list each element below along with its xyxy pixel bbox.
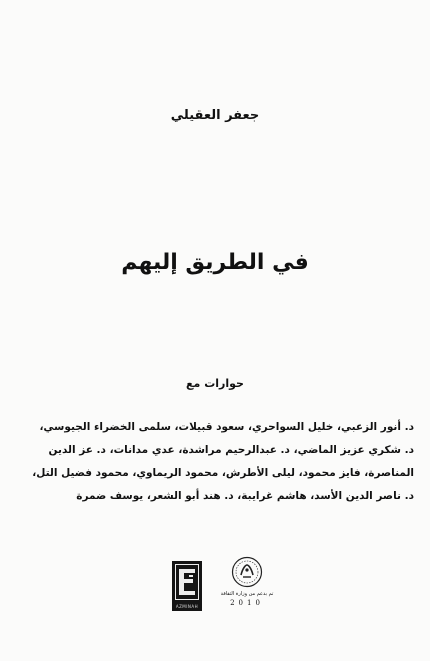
publisher-logo [172,561,202,611]
publication-year: 2010 [230,599,264,607]
publisher-logo-text: AZMINAH [175,604,199,609]
ministry-emblem-icon [231,556,263,588]
book-subtitle: حوارات مع [186,377,244,390]
interviewees-line: د. أنور الزعبي، خليل السواحري، سعود قبيلات، سلمى الخضراء الجيوسي، [39,421,414,433]
interviewees-list [22,416,414,508]
emblem-caption: تم بدعم من وزارة الثقافة [220,591,274,597]
interviewees-line: د. شكري عزيز الماضي، د. عبدالرحيم مراشدة، عدي مدانات، د. عز الدين [48,444,414,456]
book-title: في الطريق إليهم [121,250,309,275]
publisher-glyph-icon [176,565,198,599]
interviewees-line: د. ناصر الدين الأسد، هاشم غرايبة، د. هند أبو الشعر، يوسف ضمرة [76,490,414,502]
publisher-logo-frame [175,564,199,600]
author-name: جعفر العقيلي [170,108,260,123]
interviewees-line: المناصرة، فايز محمود، ليلى الأطرش، محمود الريماوي، محمود فضيل التل، [32,467,414,479]
